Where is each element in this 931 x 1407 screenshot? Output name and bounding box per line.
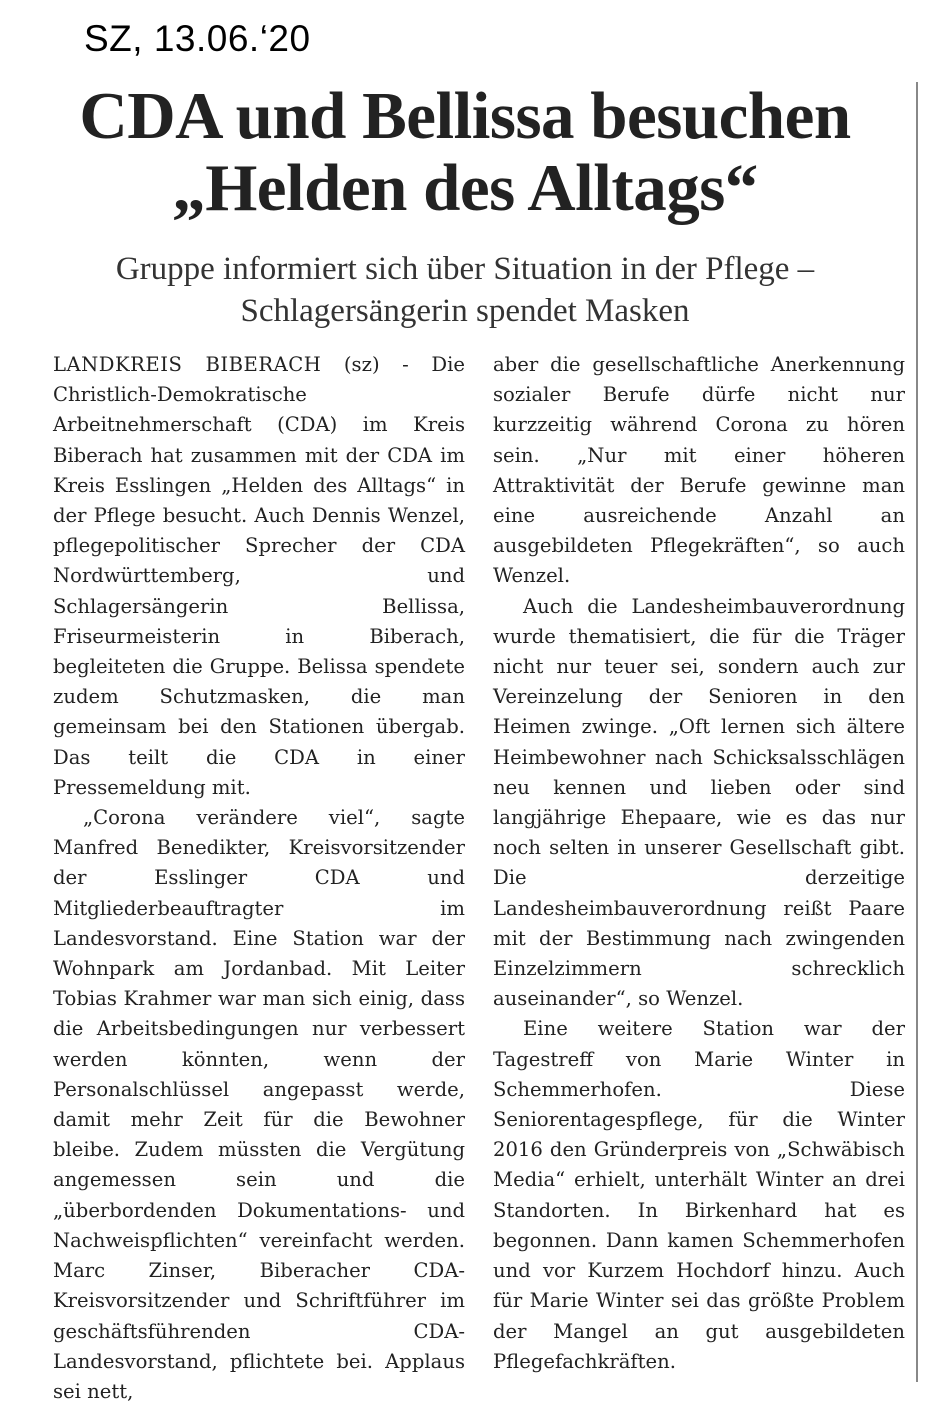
paragraph-1-text: Die Christlich-Demokratische Arbeitnehmerschaft (CDA) im Kreis Biberach hat zusammen mit der CDA im Kreis Esslingen „Helden des Alltags“ in der Pflege besucht. Auch Dennis Wenzel, pflegepolitischer Sprecher der CDA Nordwürttemberg, und Schlagersängerin Bellissa, Friseurmeisterin in Biberach, begleiteten die Gruppe. Belissa spendete zudem Schutzmasken, die man gemeinsam bei den Stationen übergab. Das teilt die CDA in einer Pressemeldung mit. [53,353,465,799]
headline [30,80,900,224]
article-column-left [53,350,465,1407]
headline-line-1: CDA und Bellissa besuchen [79,79,851,153]
source-date-label: SZ, 13.06.‘20 [84,18,311,59]
article-paragraph-2-continued: aber die gesellschaftliche Anerkennung sozialer Berufe dürfe nicht nur kurzzeitig während Corona zu hören sein. „Nur mit einer höheren Attraktivität der Berufe gewinne man eine ausreichende Anzahl an ausgebildeten Pflegekräften“, so auch Wenzel. [493,353,905,588]
article-paragraph-2: „Corona verändere viel“, sagte Manfred Benedikter, Kreisvorsitzender der Esslinger CDA und Mitgliederbeauftragter im Landesvorstand. Eine Station war der Wohnpark am Jordanbad. Mit Leiter Tobias Krahmer war man sich einig, dass die Arbeitsbedingungen nur verbessert werden könnten, wenn der Personalschlüssel angepasst werde, damit mehr Zeit für die Bewohner bleibe. Zudem müssten die Vergütung angemessen sein und die „überbordenden Dokumentations- und Nachweispflichten“ vereinfacht werden. Marc Zinser, Biberacher CDA-Kreisvorsitzender und Schriftführer im geschäftsführenden CDA-Landesvorstand, pflichtete bei. Applaus sei nett, [53,806,465,1403]
subheadline [30,248,900,332]
dateline: LANDKREIS BIBERACH [53,353,322,376]
column-divider-rule [916,82,918,1382]
article-paragraph-3: Auch die Landesheimbauverordnung wurde thematisiert, die für die Träger nicht nur teuer sei, sondern auch zur Vereinzelung der Senioren in den Heimen zwinge. „Oft lernen sich ältere Heimbewohner nach Schicksalsschlägen neu kennen und lieben oder sind langjährige Ehepaare, wie es das nur noch selten in unserer Gesellschaft gibt. Die derzeitige Landesheimbauverordnung reißt Paare mit der Bestimmung nach zwingenden Einzelzimmern schrecklich auseinander“, so Wenzel. [493,594,905,1011]
article-paragraph-4: Eine weitere Station war der Tagestreff von Marie Winter in Schemmerhofen. Diese Seniorentagespflege, für die Winter 2016 den Gründerpreis von „Schwäbisch Media“ erhielt, unterhält Winter an drei Standorten. In Birkenhard hat es begonnen. Dann kamen Schemmerhofen und vor Kurzem Hochdorf hinzu. Auch für Marie Winter sei das größte Problem der Mangel an gut ausgebildeten Pflegefachkräften. [493,1017,905,1373]
subheadline-line-1: Gruppe informiert sich über Situation in der Pflege – [115,251,815,287]
article-paragraph-1 [53,350,465,803]
byline: (sz) - [321,353,432,376]
article-column-right [493,350,905,1377]
headline-line-2: „Helden des Alltags“ [172,151,758,225]
subheadline-line-2: Schlagersängerin spendet Masken [240,293,690,329]
